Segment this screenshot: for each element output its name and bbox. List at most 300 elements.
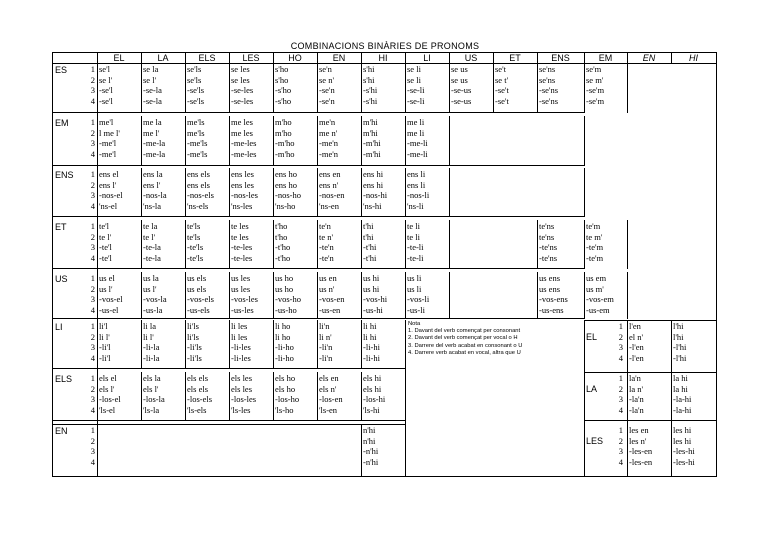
cell-line: -los-les (231, 394, 257, 404)
cell-line: se'n (319, 64, 332, 74)
cell-line: -me-la (143, 138, 166, 148)
row-number: 1 (618, 373, 623, 383)
cell-line: -li-la (143, 342, 160, 352)
cell-line: -m'ho (275, 148, 295, 159)
row-number: 2 (90, 127, 95, 138)
grid-line (449, 272, 450, 319)
grid-line (537, 220, 538, 269)
cell-line: els n' (319, 383, 337, 394)
cell-line: se li (407, 64, 421, 74)
cell-line: me les (231, 117, 253, 127)
cell-line: -se'l (99, 85, 113, 95)
cell-line: li'ls (187, 321, 199, 331)
table-cell (319, 221, 334, 263)
table-cell (275, 221, 290, 263)
column-header: EM (598, 53, 613, 63)
cell-line: li l' (143, 331, 154, 342)
row-number: 2 (90, 435, 95, 446)
cell-line: -l'hi (673, 352, 687, 363)
cell-line: -se-li (407, 85, 425, 95)
table-cell (363, 221, 376, 263)
cell-line: m'ho (275, 117, 292, 127)
cell-line: us n' (319, 283, 335, 294)
grid-line (627, 63, 628, 113)
table-cell (407, 117, 428, 159)
cell-line: els les (231, 383, 253, 394)
table-cell (363, 169, 387, 211)
table-cell (99, 321, 110, 363)
cell-line: us ho (275, 273, 294, 283)
cell-line: -us-els (187, 304, 210, 315)
note-item: 3. Darrere del verb acabat en consonant o U (408, 342, 523, 349)
cell-line: -nos-li (407, 190, 430, 200)
grid-line (185, 272, 186, 319)
cell-line: -nos-la (143, 190, 167, 200)
cell-line: ens ho (275, 179, 297, 190)
row-number: 3 (90, 342, 95, 352)
table-cell (99, 169, 123, 211)
cell-line: us ens (539, 273, 561, 283)
cell-line: -s'hi (363, 95, 378, 106)
cell-line: ens hi (363, 169, 384, 179)
cell-line: t'ho (275, 221, 288, 231)
cell-line: se'l (99, 64, 110, 74)
cell-line: m'hi (363, 117, 378, 127)
cell-line: se'ls (187, 64, 202, 74)
cell-line: us hi (363, 283, 380, 294)
cell-line: -vos-el (99, 294, 123, 304)
note-heading: Nota (408, 321, 421, 327)
cell-line: ens li (407, 169, 426, 179)
cell-line: -vos-les (231, 294, 258, 304)
table-cell (99, 64, 113, 106)
cell-line: s'hi (363, 74, 375, 85)
grid-line (141, 220, 142, 269)
cell-line: -te-les (231, 252, 253, 263)
cell-line: se les (231, 74, 250, 85)
column-header: ET (509, 53, 521, 63)
cell-line: les hi (673, 425, 692, 435)
cell-line: -li-ho (275, 352, 294, 363)
cell-line: -s'ho (275, 95, 292, 106)
cell-line: els ho (275, 373, 296, 383)
grid-line (273, 168, 274, 217)
cell-line: m'hi (363, 127, 378, 138)
row-number: 3 (90, 446, 95, 456)
cell-line: ens l' (99, 179, 117, 190)
cell-line: me l' (143, 127, 160, 138)
side-row-label: LES (586, 436, 604, 446)
cell-line: ens el (99, 169, 119, 179)
grid-line (584, 272, 585, 319)
cell-line: ens la (143, 169, 163, 179)
cell-line: -me'ls (187, 148, 208, 159)
grid-line (317, 272, 318, 319)
grid-line (52, 216, 585, 217)
grid-line (584, 476, 717, 477)
cell-line: -les-hi (673, 456, 695, 467)
cell-line: -nos-en (319, 190, 345, 200)
cell-line: les hi (673, 435, 692, 446)
table-cell (319, 64, 335, 106)
row-number: 3 (90, 138, 95, 148)
cell-line: se l' (143, 74, 157, 85)
row-number: 4 (618, 352, 623, 363)
grid-line (273, 272, 274, 319)
table-cell (187, 221, 203, 263)
table-cell (319, 169, 345, 211)
cell-line: -nos-hi (363, 190, 388, 200)
cell-line: -li-la (143, 352, 160, 363)
cell-line: -los-la (143, 394, 165, 404)
column-header: HI (378, 53, 388, 63)
note-item: 1. Davant del verb començat per consonant (408, 328, 521, 335)
cell-line: els hi (363, 373, 382, 383)
table-cell (187, 64, 204, 106)
cell-line: te'n (319, 221, 331, 231)
cell-line: me'n (319, 117, 336, 127)
table-cell (187, 373, 212, 415)
grid-line (449, 63, 450, 113)
grid-line (185, 63, 186, 113)
table-cell (231, 221, 252, 263)
cell-line: -li'ls (187, 342, 202, 352)
table-cell (629, 425, 652, 467)
table-cell (99, 221, 112, 263)
cell-line: -se't (495, 95, 509, 106)
note-item: 4. Darrere verb acabat en vocal, altra que U (408, 349, 521, 356)
cell-line: -nos-els (187, 190, 214, 200)
cell-line: -vos-ens (539, 294, 568, 304)
cell-line: se'ns (539, 74, 556, 85)
cell-line: -vos-en (319, 294, 345, 304)
cell-line: -li'n (319, 342, 333, 352)
cell-line: -se-les (231, 95, 254, 106)
row-label: ET (55, 222, 67, 232)
grid-line (185, 168, 186, 217)
row-number: 4 (90, 304, 95, 315)
row-label: ES (55, 65, 68, 75)
side-row-label: EL (586, 332, 598, 342)
row-number: 1 (618, 321, 623, 331)
cell-line: us l' (143, 283, 157, 294)
cell-line: -los-en (319, 394, 343, 404)
cell-line: -te-la (143, 252, 161, 263)
cell-line: ens els (187, 169, 210, 179)
cell-line: -vos-li (407, 294, 430, 304)
table-cell (143, 117, 165, 159)
table-cell (99, 373, 121, 415)
row-number: 1 (618, 425, 623, 435)
row-label: LI (55, 322, 63, 332)
cell-line: -se-li (407, 95, 425, 106)
cell-line: -te'm (586, 252, 604, 263)
table-cell (319, 321, 332, 363)
grid-line (405, 63, 406, 113)
cell-line: -l'hi (673, 342, 687, 352)
cell-line: -se'ls (187, 85, 205, 95)
cell-line: -us-el (99, 304, 119, 315)
table-cell (319, 273, 345, 315)
cell-line: la hi (673, 373, 688, 383)
grid-line (584, 420, 717, 421)
grid-line (141, 372, 142, 421)
row-label: EN (55, 426, 68, 436)
table-cell (231, 273, 258, 315)
column-header: ELS (198, 53, 216, 63)
table-cell (275, 117, 294, 159)
cell-line: 'ns-els (187, 200, 209, 211)
cell-line: t'hi (363, 221, 374, 231)
grid-line (185, 220, 186, 269)
cell-line: -se-les (231, 85, 254, 95)
grid-line (361, 63, 362, 113)
cell-line: s'hi (363, 64, 375, 74)
cell-line: -se'm (586, 95, 605, 106)
cell-line: us les (231, 273, 251, 283)
cell-line: -te'ns (539, 252, 558, 263)
table-cell (99, 273, 123, 315)
row-label: ENS (55, 170, 74, 180)
table-cell (231, 169, 258, 211)
table-cell (539, 64, 558, 106)
cell-line: 'ns-el (99, 200, 118, 211)
cell-line: t'hi (363, 231, 374, 242)
cell-line: me les (231, 127, 253, 138)
table-cell (143, 221, 161, 263)
cell-line: se'ls (187, 74, 202, 85)
table-cell (143, 373, 165, 415)
row-number: 4 (90, 200, 95, 211)
table-cell (363, 425, 378, 467)
grid-line (361, 168, 362, 217)
grid-line (317, 63, 318, 113)
row-number: 3 (90, 242, 95, 252)
cell-line: les en (629, 425, 649, 435)
cell-line: -me'n (319, 148, 338, 159)
row-number: 1 (90, 169, 95, 179)
cell-line: te la (143, 221, 158, 231)
cell-line: ens hi (363, 179, 384, 190)
table-cell (275, 64, 291, 106)
table-cell (319, 117, 338, 159)
cell-line: 'ls-hi (363, 404, 380, 415)
cell-line: -se-us (451, 95, 472, 106)
cell-line: -li-hi (363, 342, 380, 352)
cell-line: 'ls-ho (275, 404, 294, 415)
grid-line (229, 272, 230, 319)
cell-line: -l'en (629, 352, 644, 363)
cell-line: us em (586, 273, 607, 283)
cell-line: -vos-hi (363, 294, 388, 304)
grid-line (361, 220, 362, 269)
cell-line: -se'm (586, 85, 605, 95)
cell-line: me n' (319, 127, 338, 138)
row-numbers (85, 117, 95, 159)
column-header: HO (288, 53, 302, 63)
cell-line: li ho (275, 331, 291, 342)
cell-line: -los-els (187, 394, 213, 404)
row-numbers (613, 321, 623, 363)
table-cell (586, 273, 614, 315)
cell-line: -li-les (231, 342, 251, 352)
cell-line: se m' (586, 74, 604, 85)
cell-line: li n' (319, 331, 332, 342)
column-header: EL (113, 53, 125, 63)
cell-line: els ho (275, 383, 296, 394)
cell-line: la'n (629, 373, 641, 383)
grid-line (141, 320, 142, 369)
table-cell (231, 117, 257, 159)
cell-line: el n' (629, 331, 644, 342)
cell-line: -n'hi (363, 456, 379, 467)
cell-line: li les (231, 331, 248, 342)
table-cell (586, 221, 603, 263)
cell-line: -me'l (99, 138, 117, 148)
cell-line: us el (99, 273, 115, 283)
cell-line: -la'n (629, 394, 644, 404)
cell-line: te li (407, 231, 420, 242)
cell-line: m'ho (275, 127, 292, 138)
grid-line (584, 320, 585, 477)
grid-line (273, 220, 274, 269)
cell-line: -te'n (319, 252, 334, 263)
row-number: 1 (90, 221, 95, 231)
cell-line: 'ns-ho (275, 200, 296, 211)
cell-line: us les (231, 283, 251, 294)
table-cell (275, 321, 294, 363)
cell-line: me li (407, 127, 425, 138)
row-number: 4 (90, 352, 95, 363)
row-numbers (85, 221, 95, 263)
grid-line (185, 320, 186, 369)
cell-line: -li-les (231, 352, 251, 363)
cell-line: ens ho (275, 169, 297, 179)
cell-line: te les (231, 231, 249, 242)
cell-line: me li (407, 117, 425, 127)
cell-line: 'ns-la (143, 200, 162, 211)
cell-line: 'ns-en (319, 200, 339, 211)
row-number: 2 (90, 383, 95, 394)
grid-line (317, 116, 318, 166)
table-cell (407, 64, 424, 106)
cell-line: se l' (99, 74, 113, 85)
cell-line: ens els (187, 179, 210, 190)
cell-line: -se't (495, 85, 509, 95)
cell-line: -t'ho (275, 242, 291, 252)
cell-line: -us-hi (363, 304, 383, 315)
cell-line: us hi (363, 273, 380, 283)
cell-line: -te-li (407, 242, 424, 252)
cell-line: -li'n (319, 352, 333, 363)
grid-line (449, 168, 450, 217)
table-cell (187, 273, 214, 315)
row-label: EM (55, 118, 69, 128)
table-cell (407, 169, 429, 211)
row-number: 4 (618, 404, 623, 415)
row-numbers (85, 425, 95, 467)
table-cell (539, 273, 568, 315)
table-cell (275, 169, 301, 211)
cell-line: te les (231, 221, 249, 231)
cell-line: els el (99, 373, 117, 383)
grid-line (52, 165, 585, 166)
cell-line: -li'l (99, 342, 111, 352)
table-cell (673, 373, 691, 415)
cell-line: 'ls-els (187, 404, 207, 415)
cell-line: us m' (586, 283, 604, 294)
cell-line: -me'l (99, 148, 117, 159)
grid-line (141, 116, 142, 166)
grid-line (229, 320, 230, 369)
cell-line: te li (407, 221, 420, 231)
table-cell (629, 321, 644, 363)
grid-line (317, 372, 318, 421)
row-number: 4 (90, 456, 95, 467)
cell-line: -t'hi (363, 242, 377, 252)
grid-line (317, 220, 318, 269)
cell-line: els hi (363, 383, 382, 394)
row-number: 1 (90, 117, 95, 127)
row-number: 3 (90, 394, 95, 404)
cell-line: us ho (275, 283, 294, 294)
cell-line: -te'm (586, 242, 604, 252)
grid-line (52, 112, 585, 113)
table-cell (363, 117, 381, 159)
cell-line: se'ns (539, 64, 556, 74)
grid-line (537, 63, 538, 113)
cell-line: les n' (629, 435, 647, 446)
cell-line: -te'ns (539, 242, 558, 252)
grid-line (537, 272, 538, 319)
cell-line: -me'n (319, 138, 338, 148)
grid-line (584, 320, 717, 321)
row-number: 3 (90, 85, 95, 95)
row-number: 2 (90, 231, 95, 242)
table-cell (187, 169, 214, 211)
grid-line (449, 116, 450, 166)
cell-line: ens li (407, 179, 426, 190)
table-cell (187, 321, 202, 363)
row-number: 1 (90, 64, 95, 74)
table-cell (451, 64, 471, 106)
cell-line: te n' (319, 231, 334, 242)
row-number: 3 (618, 342, 623, 352)
cell-line: us ens (539, 283, 561, 294)
grid-line (141, 168, 142, 217)
cell-line: -la-hi (673, 394, 692, 404)
cell-line: -vos-els (187, 294, 214, 304)
cell-line: -te'ls (187, 252, 204, 263)
cell-line: -te-les (231, 242, 253, 252)
cell-line: me'ls (187, 127, 205, 138)
cell-line: li les (231, 321, 248, 331)
cell-line: -us-ho (275, 304, 297, 315)
cell-line: ens les (231, 179, 254, 190)
table-cell (231, 373, 256, 415)
row-numbers (85, 273, 95, 315)
column-header: LES (242, 53, 260, 63)
table-cell (275, 373, 299, 415)
cell-line: -us-li (407, 304, 425, 315)
cell-line: -te'l (99, 242, 112, 252)
table-cell (187, 117, 207, 159)
cell-line: s'ho (275, 64, 289, 74)
row-label: ELS (55, 374, 73, 384)
cell-line: us la (143, 273, 159, 283)
cell-line: se us (451, 74, 468, 85)
row-number: 2 (618, 435, 623, 446)
